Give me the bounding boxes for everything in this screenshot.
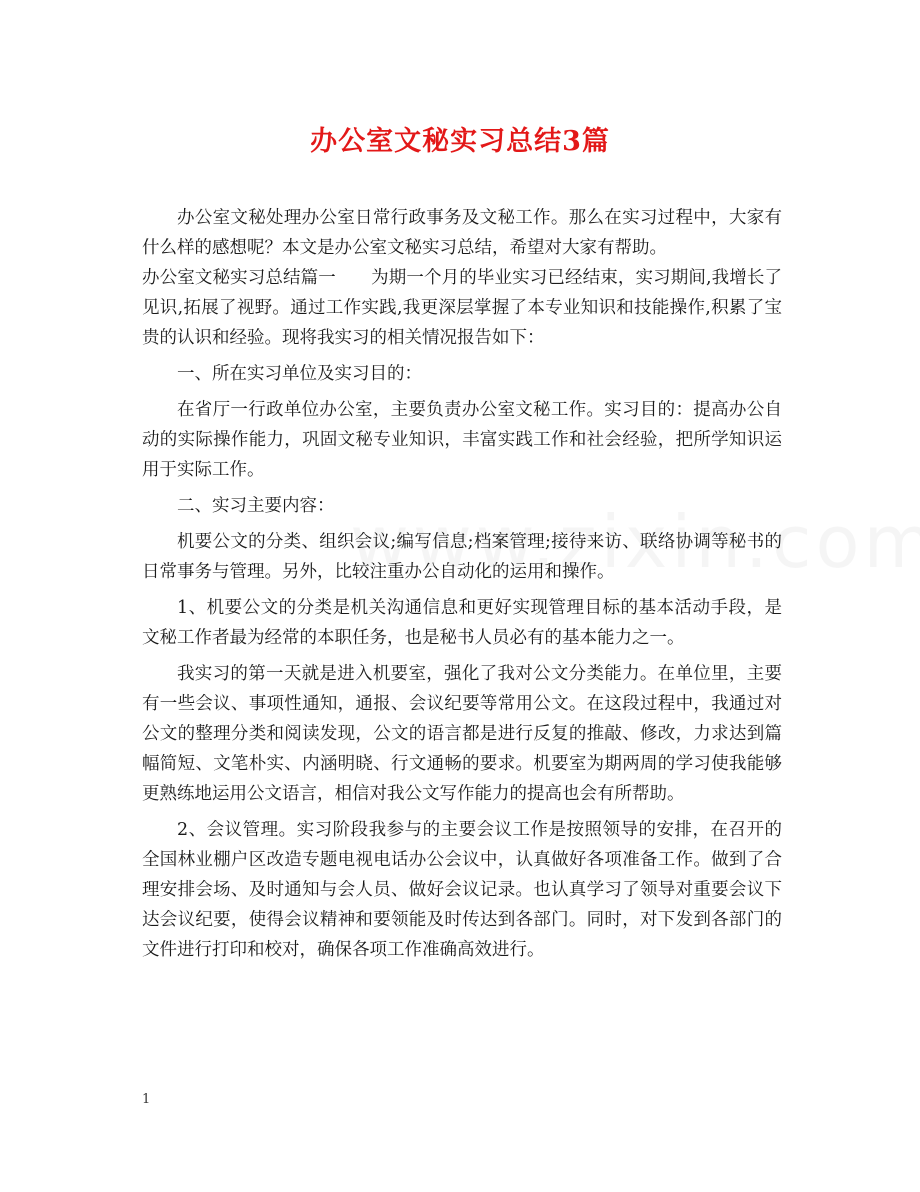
page-number: 1 [142, 1092, 151, 1107]
paragraph-internship-purpose: 在省厅一行政单位办公室，主要负责办公室文秘工作。实习目的：提高办公自动的实际操作能力，巩固文秘专业知识，丰富实践工作和社会经验，把所学知识运用于实际工作。 [142, 400, 782, 480]
paragraph-main-content: 机要公文的分类、组织会议;编写信息;档案管理;接待来访、联络协调等秘书的日常事务与管理。另外，比较注重办公自动化的运用和操作。 [142, 532, 782, 582]
intro-paragraph: 办公室文秘处理办公室日常行政事务及文秘工作。那么在实习过程中，大家有什么样的感想呢？本文是办公室文秘实习总结，希望对大家有帮助。 [142, 208, 782, 258]
document-body [142, 203, 782, 965]
paragraph-first-day: 我实习的第一天就是进入机要室，强化了我对公文分类能力。在单位里，主要有一些会议、事项性通知，通报、会议纪要等常用公文。在这段过程中，我通过对公文的整理分类和阅读发现，公文的语言都是进行反复的推敲、修改，力求达到篇幅简短、文笔朴实、内涵明晓、行文通畅的要求。机要室为期两周的学习使我能够更熟练地运用公文语言，相信对我公文写作能力的提高也会有所帮助。 [142, 664, 782, 804]
document-title: 办公室文秘实习总结3篇 [310, 126, 610, 157]
paragraph-document-classification: 1、机要公文的分类是机关沟通信息和更好实现管理目标的基本活动手段，是文秘工作者最为经常的本职任务，也是秘书人员必有的基本能力之一。 [142, 598, 782, 648]
heading-internship-unit: 一、所在实习单位及实习目的： [177, 364, 422, 384]
paragraph-meeting-management: 2、会议管理。实习阶段我参与的主要会议工作是按照领导的安排，在召开的全国林业棚户区改造专题电视电话办公会议中，认真做好各项准备工作。做到了合理安排会场、及时通知与会人员、做好会议记录。也认真学习了领导对重要会议下达会议纪要，使得会议精神和要领能及时传达到各部门。同时，对下发到各部门的文件进行打印和校对，确保各项工作准确高效进行。 [142, 820, 782, 960]
heading-main-content: 二、实习主要内容： [177, 496, 335, 516]
section-one-paragraph: 办公室文秘实习总结篇一 为期一个月的毕业实习已经结束，实习期间,我增长了见识,拓展了视野。通过工作实践,我更深层掌握了本专业知识和技能操作,积累了宝贵的认识和经验。现将我实习的相关情况报告如下： [142, 268, 782, 348]
